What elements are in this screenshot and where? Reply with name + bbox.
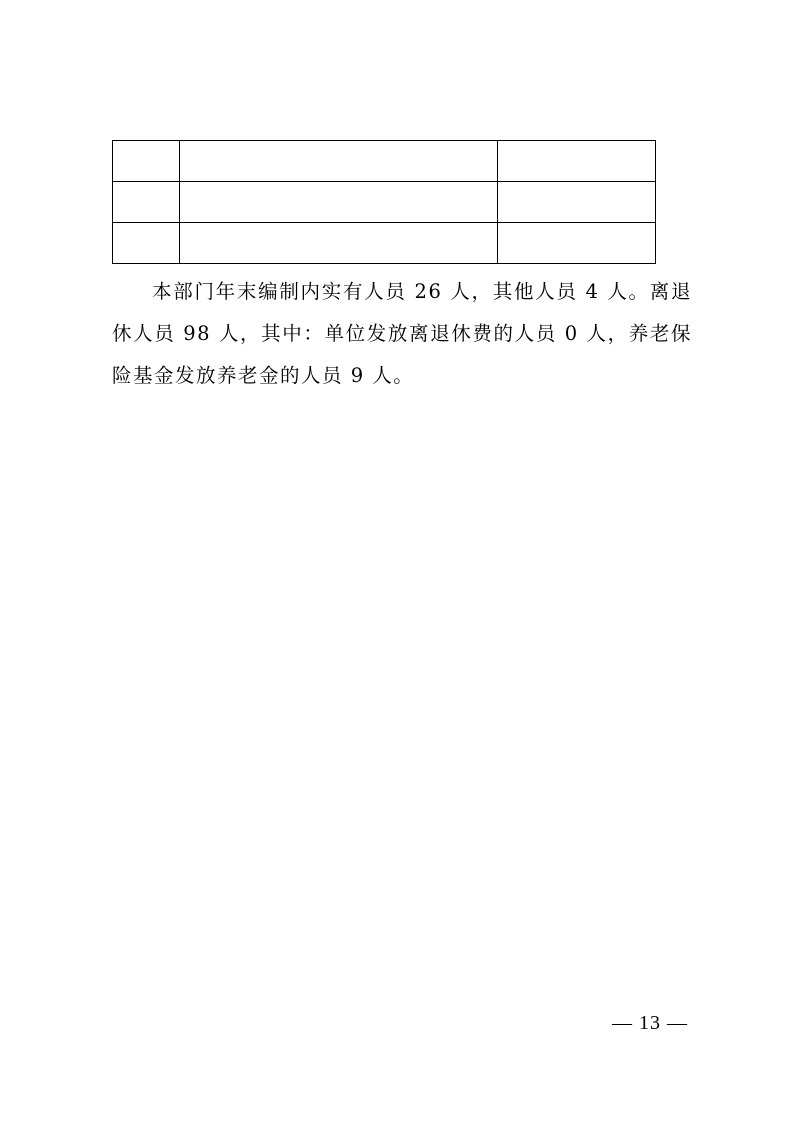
table-row (113, 182, 656, 223)
table-cell (498, 141, 656, 182)
staff-table (112, 140, 656, 264)
table-cell (113, 141, 180, 182)
table-cell (498, 223, 656, 264)
table-cell (498, 182, 656, 223)
staffing-paragraph: 本部门年末编制内实有人员 26 人，其他人员 4 人。离退休人员 98 人，其中：单位发放离退休费的人员 0 人，养老保险基金发放养老金的人员 9 人。 (112, 280, 692, 387)
table-cell (180, 182, 498, 223)
table-cell (113, 182, 180, 223)
page-number: — 13 — (612, 1012, 688, 1034)
table-row (113, 141, 656, 182)
table-cell (180, 141, 498, 182)
table-cell (113, 223, 180, 264)
table-row (113, 223, 656, 264)
table-cell (180, 223, 498, 264)
